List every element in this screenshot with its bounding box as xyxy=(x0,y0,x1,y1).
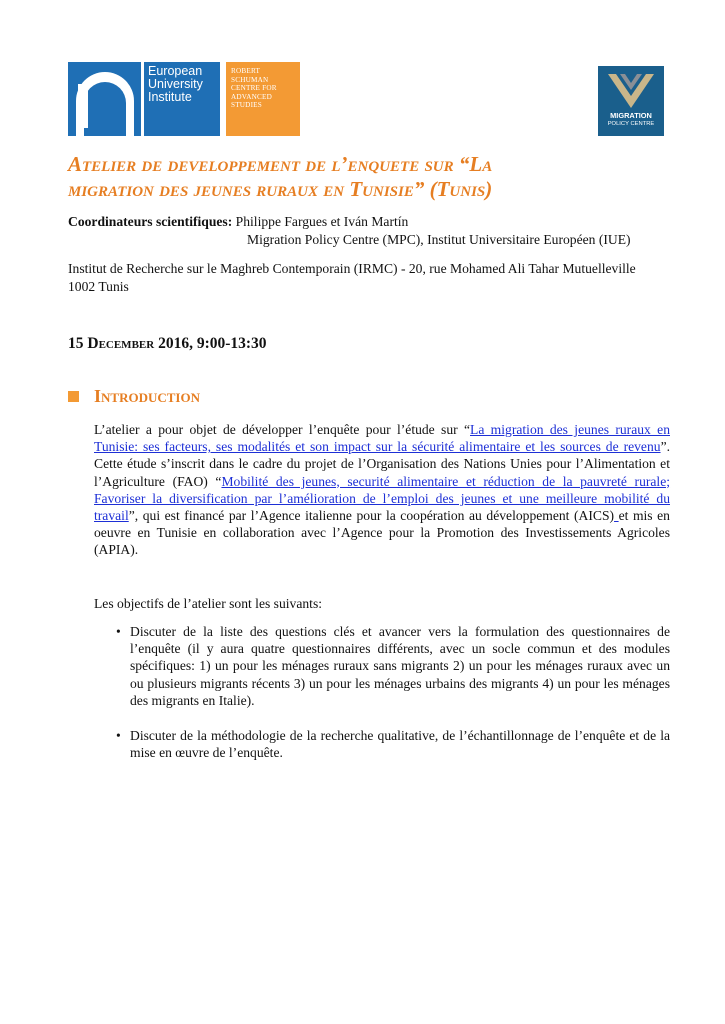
section-title: Introduction xyxy=(94,386,200,406)
bullet-icon: • xyxy=(116,728,121,744)
coordinators-affiliation: Migration Policy Centre (MPC), Institut Universitaire Européen (IUE) xyxy=(247,232,631,247)
mpc-emblem-icon xyxy=(606,72,656,110)
coordinators-label: Coordinateurs scientifiques: xyxy=(68,214,233,229)
section-bullet-square-icon xyxy=(68,391,79,402)
intro-paragraph: L’atelier a pour objet de développer l’enquête pour l’étude sur “La migration des jeunes ruraux en Tunisie: ses facteurs, ses modalités et son impact sur la sécurité alimentaire et les sources de revenu”. Cette étude s’inscrit dans le cadre du projet de l’Organisation des Nations Unies pour l’Alimentation et l’Agriculture (FAO) “Mobilité des jeunes, securité alimentaire et réduction de la pauvreté rurale; Favoriser la diversification par l’amélioration de l’emploi des jeunes et une meilleure mobilité du travail”, qui est financé par l’Agence italienne pour la coopération au développement (AICS) et mis en oeuvre en Tunisie en collaboration avec l’Agence pour la Promotion des Investissements Agricoles (APIA). xyxy=(94,422,671,558)
coordinators xyxy=(68,213,408,231)
mpc-logo: MIGRATION POLICY CENTRE xyxy=(598,66,664,136)
fao-project-link[interactable]: Mobilité des jeunes, securité alimentaire et réduction de la pauvreté rurale; Favoriser la diversification par l’amélioration de l’emploi des jeunes et une meilleure mobilité du travail xyxy=(94,473,671,524)
objectives-list xyxy=(112,623,670,779)
eui-logo-text: European University Institute xyxy=(144,62,220,136)
event-date: 15 December 2016, 9:00-13:30 xyxy=(68,335,267,352)
study-link[interactable]: La migration des jeunes ruraux en Tunisie: ses facteurs, ses modalités et son impact sur la sécurité alimentaire et les sources de revenu xyxy=(94,422,670,455)
objectives-lead: Les objectifs de l’atelier sont les suivants: xyxy=(94,596,323,611)
list-item: • Discuter de la méthodologie de la recherche qualitative, de l’échantillonnage de l’enquête et de la mise en œuvre de l’enquête. xyxy=(116,728,670,761)
list-item: • Discuter de la liste des questions clés et avancer vers la formulation des questionnaires de l’enquête (il y aura quatre questionnaires différents, avec un socle commun et des modules spécifiques: 1) un pour les ménages ruraux sans migrants 2) un pour les ménages ruraux avec un ou plusieurs migrants récents 3) un pour les ménages urbains des migrants 4) un pour les ménages des migrants en Italie). xyxy=(116,624,670,708)
venue-line2: 1002 Tunis xyxy=(68,279,129,294)
bullet-icon: • xyxy=(116,624,121,639)
venue xyxy=(68,260,678,296)
eui-logo xyxy=(68,62,220,136)
rsc-logo: ROBERT SCHUMAN CENTRE FOR ADVANCED STUDIES xyxy=(226,62,300,136)
page-title: Atelier de developpement de l’enquete sur “La migration des jeunes ruraux en Tunisie” (Tunis) xyxy=(68,152,493,201)
section-introduction xyxy=(68,386,200,407)
coordinators-names: Philippe Fargues et Iván Martín xyxy=(232,214,409,229)
eui-building-icon xyxy=(68,62,141,136)
venue-line1: Institut de Recherche sur le Maghreb Contemporain (IRMC) - 20, rue Mohamed Ali Tahar Mutuelleville xyxy=(68,261,636,276)
